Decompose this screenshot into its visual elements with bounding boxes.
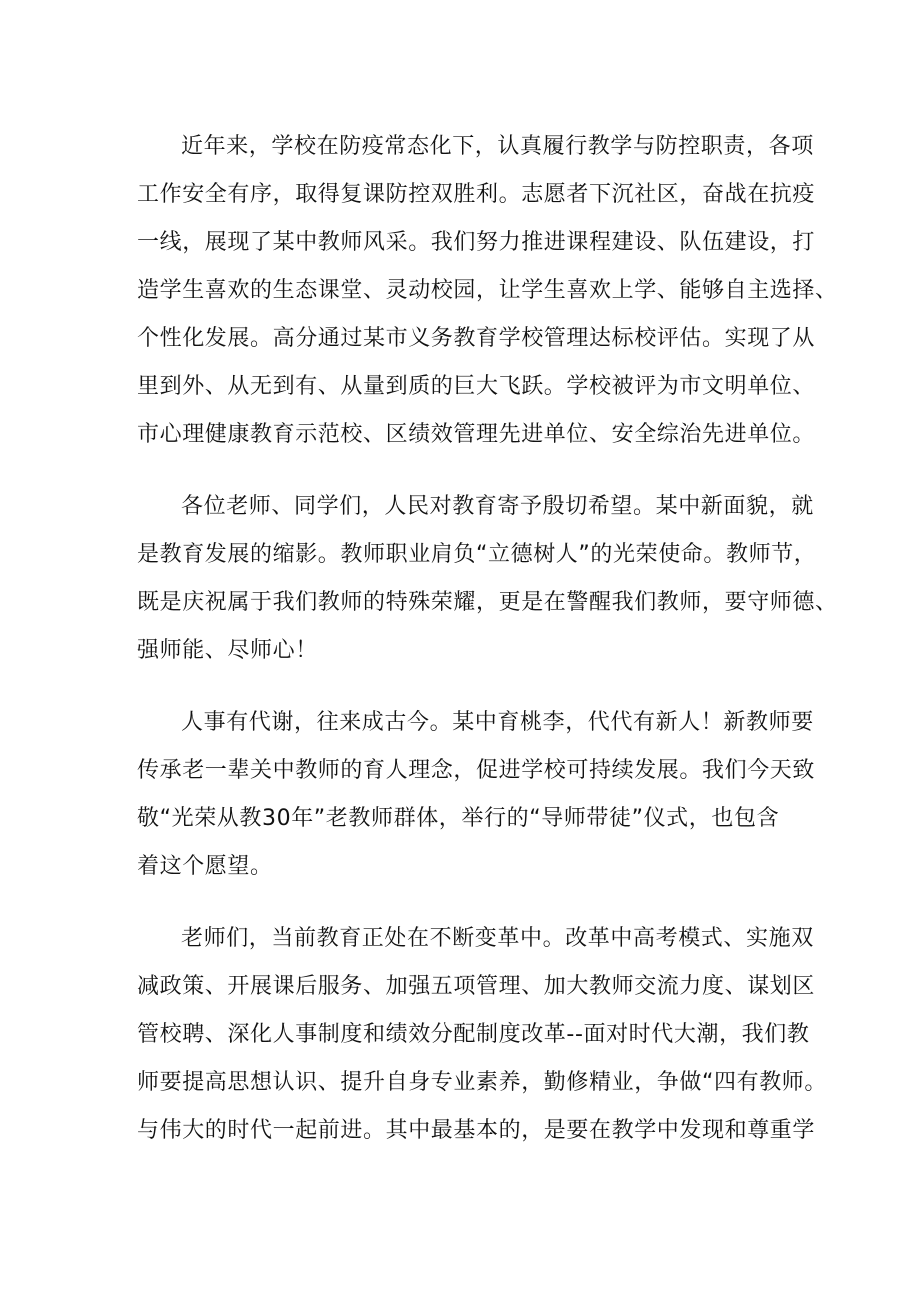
paragraph-2-line-1: 各位老师、同学们，人民对教育寄予殷切希望。某中新面貌，就 xyxy=(181,494,814,519)
paragraph-1-line-3: 一线，展现了某中教师风采。我们努力推进课程建设、队伍建设，打 xyxy=(137,230,816,255)
paragraph-1-line-4: 造学生喜欢的生态课堂、灵动校园，让学生喜欢上学、能够自主选择、 xyxy=(137,278,838,303)
paragraph-3-line-2: 传承老一辈关中教师的育人理念，促进学校可持续发展。我们今天致 xyxy=(137,758,816,783)
paragraph-3-line-4: 着这个愿望。 xyxy=(137,854,273,879)
paragraph-1-line-6: 里到外、从无到有、从量到质的巨大飞跃。学校被评为市文明单位、 xyxy=(137,374,816,399)
paragraph-2-line-4: 强师能、尽师心！ xyxy=(137,638,318,663)
paragraph-1-line-1: 近年来，学校在防疫常态化下，认真履行教学与防控职责，各项 xyxy=(181,134,814,159)
paragraph-3-line-1: 人事有代谢，往来成古今。某中育桃李，代代有新人！新教师要 xyxy=(181,710,814,735)
paragraph-1-line-7: 市心理健康教育示范校、区绩效管理先进单位、安全综治先进单位。 xyxy=(137,422,816,447)
paragraph-1-line-2: 工作安全有序，取得复课防控双胜利。志愿者下沉社区，奋战在抗疫 xyxy=(137,182,816,207)
paragraph-2-line-3: 既是庆祝属于我们教师的特殊荣耀，更是在警醒我们教师，要守师德、 xyxy=(137,590,838,615)
paragraph-4-line-2: 减政策、开展课后服务、加强五项管理、加大教师交流力度、谋划区 xyxy=(137,974,816,999)
paragraph-4-line-1: 老师们，当前教育正处在不断变革中。改革中高考模式、实施双 xyxy=(181,926,814,951)
paragraph-4-line-4: 师要提高思想认识、提升自身专业素养，勤修精业，争做“四有教师。 xyxy=(137,1070,827,1095)
paragraph-4-line-5: 与伟大的时代一起前进。其中最基本的，是要在教学中发现和尊重学 xyxy=(137,1118,816,1143)
paragraph-4-line-3: 管校聘、深化人事制度和绩效分配制度改革--面对时代大潮，我们教 xyxy=(137,1022,810,1047)
paragraph-3-line-3: 敬“光荣从教30年”老教师群体，举行的“导师带徒”仪式，也包含 xyxy=(137,806,780,831)
paragraph-1-line-5: 个性化发展。高分通过某市义务教育学校管理达标校评估。实现了从 xyxy=(137,326,816,351)
paragraph-2-line-2: 是教育发展的缩影。教师职业肩负“立德树人”的光荣使命。教师节， xyxy=(137,542,817,567)
